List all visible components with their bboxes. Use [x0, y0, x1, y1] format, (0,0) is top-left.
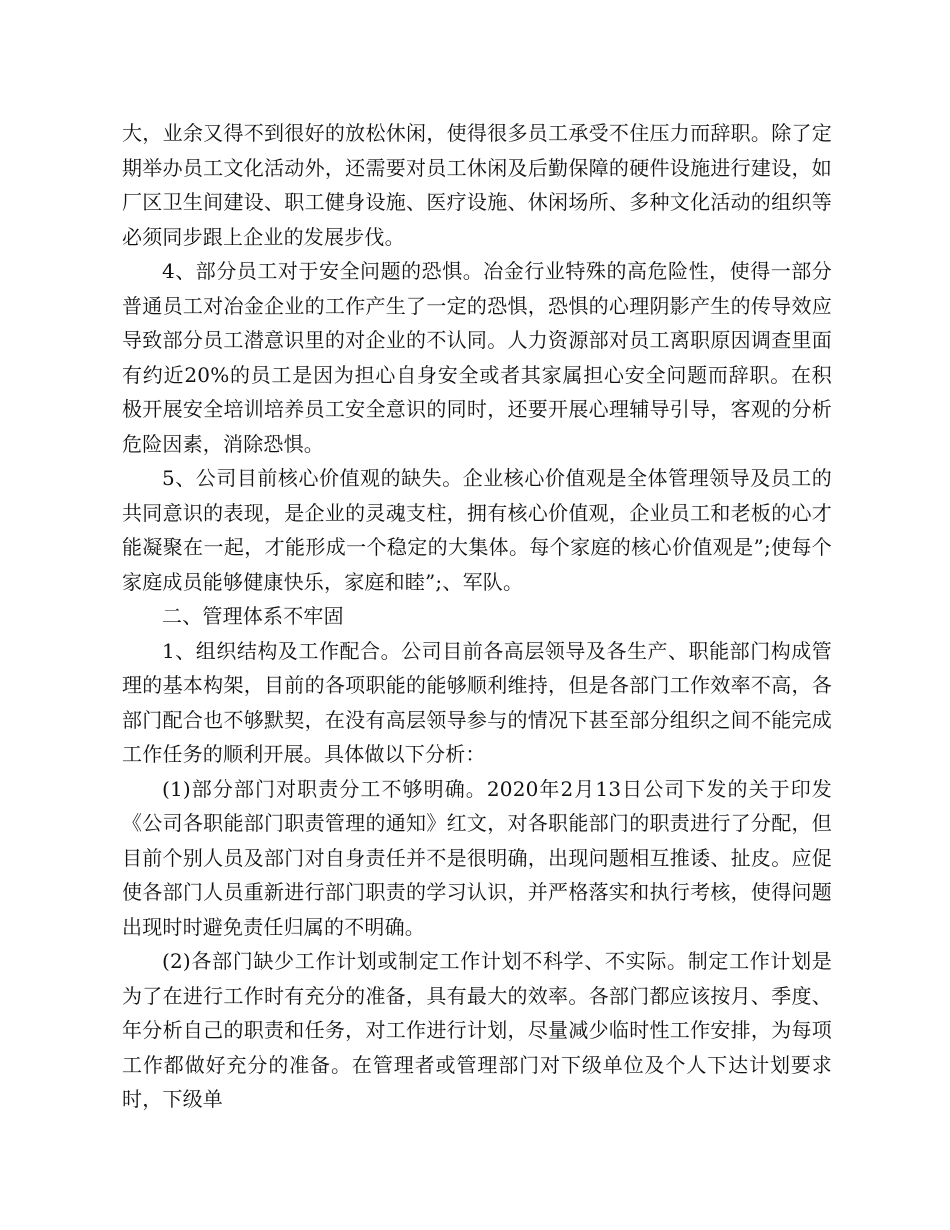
- section-heading-management-system: 二、管理体系不牢固: [162, 604, 344, 628]
- paragraph-core-values: 5、公司目前核心价值观的缺失。企业核心价值观是全体管理领导及员工的共同意识的表现，是企业的灵魂支柱，拥有核心价值观，企业员工和老板的心才能凝聚在一起，才能形成一个稳定的大集体。每个家庭的核心价值观是”;使每个家庭成员能够健康快乐，家庭和睦”;、军队。: [122, 466, 832, 594]
- document-body: [122, 116, 832, 1117]
- paragraph-safety-fear: 4、部分员工对于安全问题的恐惧。冶金行业特殊的高危险性，使得一部分普通员工对冶金企业的工作产生了一定的恐惧，恐惧的心理阴影产生的传导效应导致部分员工潜意识里的对企业的不认同。人力资源部对员工离职原因调查里面有约近20%的员工是因为担心自身安全或者其家属担心安全问题而辞职。在积极开展安全培训培养员工安全意识的同时，还要开展心理辅导引导，客观的分析危险因素，消除恐惧。: [122, 259, 832, 456]
- paragraph-organization-structure: 1、组织结构及工作配合。公司目前各高层领导及各生产、职能部门构成管理的基本构架，目前的各项职能的能够顺利维持，但是各部门工作效率不高，各部门配合也不够默契，在没有高层领导参与的情况下甚至部分组织之间不能完成工作任务的顺利开展。具体做以下分析：: [122, 638, 832, 766]
- paragraph-continuation: 大，业余又得不到很好的放松休闲，使得很多员工承受不住压力而辞职。除了定期举办员工文化活动外，还需要对员工休闲及后勤保障的硬件设施进行建设，如厂区卫生间建设、职工健身设施、医疗设施、休闲场所、多种文化活动的组织等必须同步跟上企业的发展步伐。: [122, 121, 832, 249]
- paragraph-job-responsibilities: (1)部分部门对职责分工不够明确。2020年2月13日公司下发的关于印发《公司各职能部门职责管理的通知》红文，对各职能部门的职责进行了分配，但目前个别人员及部门对自身责任并不是很明确，出现问题相互推诿、扯皮。应促使各部门人员重新进行部门职责的学习认识，并严格落实和执行考核，使得问题出现时时避免责任归属的不明确。: [122, 776, 832, 939]
- paragraph-work-plans: (2)各部门缺少工作计划或制定工作计划不科学、不实际。制定工作计划是为了在进行工作时有充分的准备，具有最大的效率。各部门都应该按月、季度、年分析自己的职责和任务，对工作进行计划，尽量减少临时性工作安排，为每项工作都做好充分的准备。在管理者或管理部门对下级单位及个人下达计划要求时，下级单: [122, 949, 832, 1111]
